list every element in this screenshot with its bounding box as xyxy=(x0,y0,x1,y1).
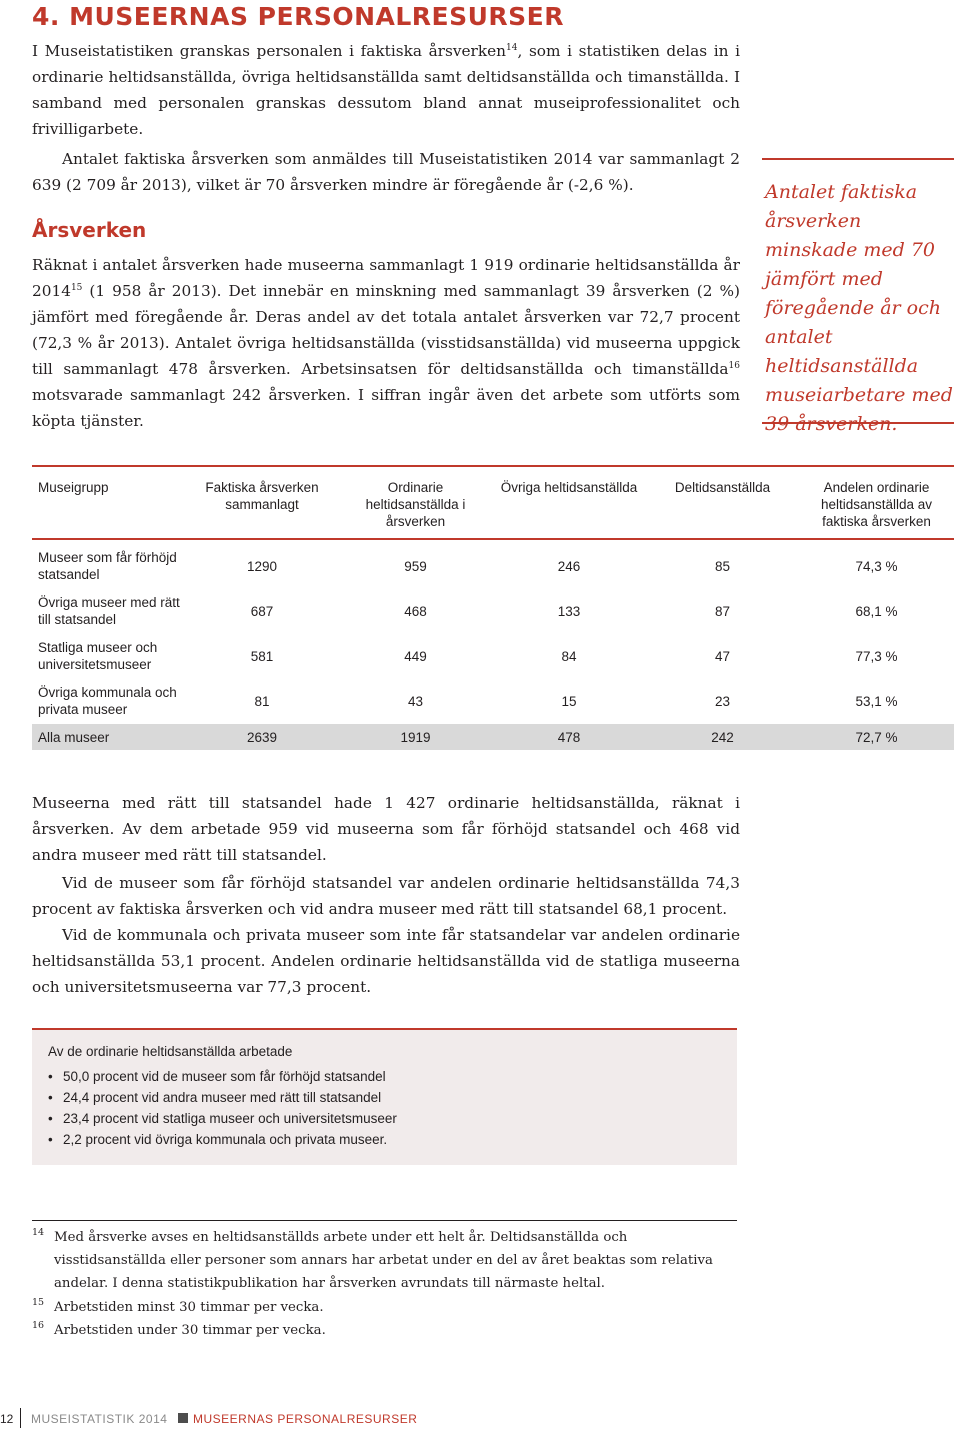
table-header-cell: Andelen ordinarie heltidsanställda av faktiska årsverken xyxy=(799,466,954,539)
table-row xyxy=(32,634,954,679)
table-cell: Övriga kommunala och privata museer xyxy=(32,679,185,724)
square-icon xyxy=(178,1413,188,1423)
section-p3-text-c: motsvarade sammanlagt 242 årsverken. I siffran ingår även det arbete som utförts som köpta tjänster. xyxy=(32,386,740,430)
footnote-text: Med årsverke avses en heltidsanställds arbete under ett helt år. Deltidsanställda och visstidsanställda eller personer som annars har arbetat under en del av året beaktas som relativa andelar. I denna statistikpublikation har årsverken avrundats till närmaste heltal. xyxy=(54,1230,713,1291)
footnote-15 xyxy=(32,1296,737,1319)
table-header-cell: Faktiska årsverken sammanlagt xyxy=(185,466,339,539)
table-cell: 468 xyxy=(339,589,492,634)
table-cell: 81 xyxy=(185,679,339,724)
table-row xyxy=(32,679,954,724)
footer-publication-title: MUSEISTATISTIK 2014 xyxy=(31,1412,168,1426)
table-cell: 85 xyxy=(646,539,799,589)
table-cell: 242 xyxy=(646,724,799,751)
table-cell: 478 xyxy=(492,724,646,751)
intro-paragraph-1 xyxy=(32,38,740,142)
table-cell: 1290 xyxy=(185,539,339,589)
table-header-cell: Museigrupp xyxy=(32,466,185,539)
table-cell: Museer som får förhöjd statsandel xyxy=(32,539,185,589)
table-cell: Alla museer xyxy=(32,724,185,751)
footnote-number: 14 xyxy=(32,1227,45,1238)
footnote-16 xyxy=(32,1319,737,1342)
section-subheading: Årsverken xyxy=(32,218,147,242)
intro-p1-text-b: , som i statistiken delas in i ordinarie heltidsanställda, övriga heltidsanställda samt deltidsanställda och timanställda. I samband med personalen granskas dessutom bland annat museiprofessionalitet och frivilligarbete. xyxy=(32,42,740,138)
footnote-ref-15[interactable]: 15 xyxy=(70,282,83,293)
section-paragraph xyxy=(32,252,740,434)
pull-quote xyxy=(762,158,954,435)
table-cell: 959 xyxy=(339,539,492,589)
pull-quote-text: Antalet faktiska årsverken minskade med 70 jämfört med föregående år och antalet heltidsanställda museiarbetare med 39 årsverken. xyxy=(765,181,953,435)
after-table-paragraph-1: Museerna med rätt till statsandel hade 1 427 ordinarie heltidsanställda, räknat i årsverken. Av dem arbetade 959 vid museerna som får förhöjd statsandel och 468 vid andra museer med rätt till statsandel. xyxy=(32,794,740,864)
staff-table-container xyxy=(32,465,954,751)
table-cell: 2639 xyxy=(185,724,339,751)
footer-divider xyxy=(20,1408,21,1428)
section-p3-text-b: (1 958 år 2013). Det innebär en minskning med sammanlagt 39 årsverken (2 %) jämfört med föregående år. Deras andel av det totala antalet årsverken var 72,7 procent (72,3 % år 2013). Antalet övriga heltidsanställda (visstidsanställda) vid museerna uppgick till sammanlagt 478 årsverken. Arbetsinsatsen för deltidsanställda och timanställda xyxy=(32,282,740,378)
table-cell: 246 xyxy=(492,539,646,589)
list-item: • 24,4 procent vid andra museer med rätt till statsandel xyxy=(48,1087,721,1108)
table-total-row xyxy=(32,724,954,751)
staff-table xyxy=(32,465,954,751)
footnote-ref-16[interactable]: 16 xyxy=(728,360,740,371)
footnote-14 xyxy=(32,1226,737,1295)
fact-box-list xyxy=(48,1066,721,1150)
list-item: • 2,2 procent vid övriga kommunala och privata museer. xyxy=(48,1129,721,1150)
table-cell: 87 xyxy=(646,589,799,634)
table-cell: 581 xyxy=(185,634,339,679)
fact-box xyxy=(32,1028,737,1165)
table-header-row xyxy=(32,466,954,539)
list-item: • 50,0 procent vid de museer som får förhöjd statsandel xyxy=(48,1066,721,1087)
footnote-number: 16 xyxy=(32,1320,45,1331)
table-cell: Statliga museer och universitetsmuseer xyxy=(32,634,185,679)
table-cell: 133 xyxy=(492,589,646,634)
footer-chapter-title: MUSEERNAS PERSONALRESURSER xyxy=(193,1412,418,1426)
footnote-divider xyxy=(32,1220,737,1221)
table-cell: 47 xyxy=(646,634,799,679)
table-cell: 72,7 % xyxy=(799,724,954,751)
footnote-text: Arbetstiden under 30 timmar per vecka. xyxy=(54,1323,326,1338)
table-cell: 68,1 % xyxy=(799,589,954,634)
table-cell: 687 xyxy=(185,589,339,634)
table-cell: 15 xyxy=(492,679,646,724)
list-item: • 23,4 procent vid statliga museer och universitetsmuseer xyxy=(48,1108,721,1129)
table-row xyxy=(32,539,954,589)
fact-box-title: Av de ordinarie heltidsanställda arbetade xyxy=(48,1044,293,1059)
intro-paragraph-2: Antalet faktiska årsverken som anmäldes till Museistatistiken 2014 var sammanlagt 2 639 (2 709 år 2013), vilket är 70 årsverken mindre är föregående år (-2,6 %). xyxy=(32,150,740,194)
table-cell: 74,3 % xyxy=(799,539,954,589)
table-cell: 1919 xyxy=(339,724,492,751)
table-cell: 23 xyxy=(646,679,799,724)
table-cell: 53,1 % xyxy=(799,679,954,724)
table-cell: 84 xyxy=(492,634,646,679)
after-table-paragraph-3: Vid de kommunala och privata museer som inte får statsandelar var andelen ordinarie heltidsanställda 53,1 procent. Andelen ordinarie heltidsanställda vid de statliga museerna och universitetsmuseerna var 77,3 procent. xyxy=(32,926,740,996)
table-header-cell: Ordinarie heltidsanställda i årsverken xyxy=(339,466,492,539)
intro-p1-text-a: I Museistatistiken granskas personalen i faktiska årsverken xyxy=(32,42,507,60)
table-header-cell: Övriga heltidsanställda xyxy=(492,466,646,539)
page-number: 12 xyxy=(0,1412,14,1426)
table-cell: 77,3 % xyxy=(799,634,954,679)
table-cell: 43 xyxy=(339,679,492,724)
table-header-cell: Deltidsanställda xyxy=(646,466,799,539)
after-table-paragraph-2: Vid de museer som får förhöjd statsandel var andelen ordinarie heltidsanställda 74,3 procent av faktiska årsverken och vid andra museer med rätt till statsandel 68,1 procent. xyxy=(32,874,740,918)
footnote-text: Arbetstiden minst 30 timmar per vecka. xyxy=(54,1300,324,1315)
table-cell: Övriga museer med rätt till statsandel xyxy=(32,589,185,634)
table-row xyxy=(32,589,954,634)
table-cell: 449 xyxy=(339,634,492,679)
footnote-number: 15 xyxy=(32,1297,45,1308)
page-heading: 4. MUSEERNAS PERSONALRESURSER xyxy=(32,2,564,31)
footnote-ref-14[interactable]: 14 xyxy=(506,42,518,53)
section-p3-text-a: Räknat i antalet årsverken hade museerna sammanlagt 1 919 ordinarie heltidsanställda år 2014 xyxy=(32,256,740,300)
